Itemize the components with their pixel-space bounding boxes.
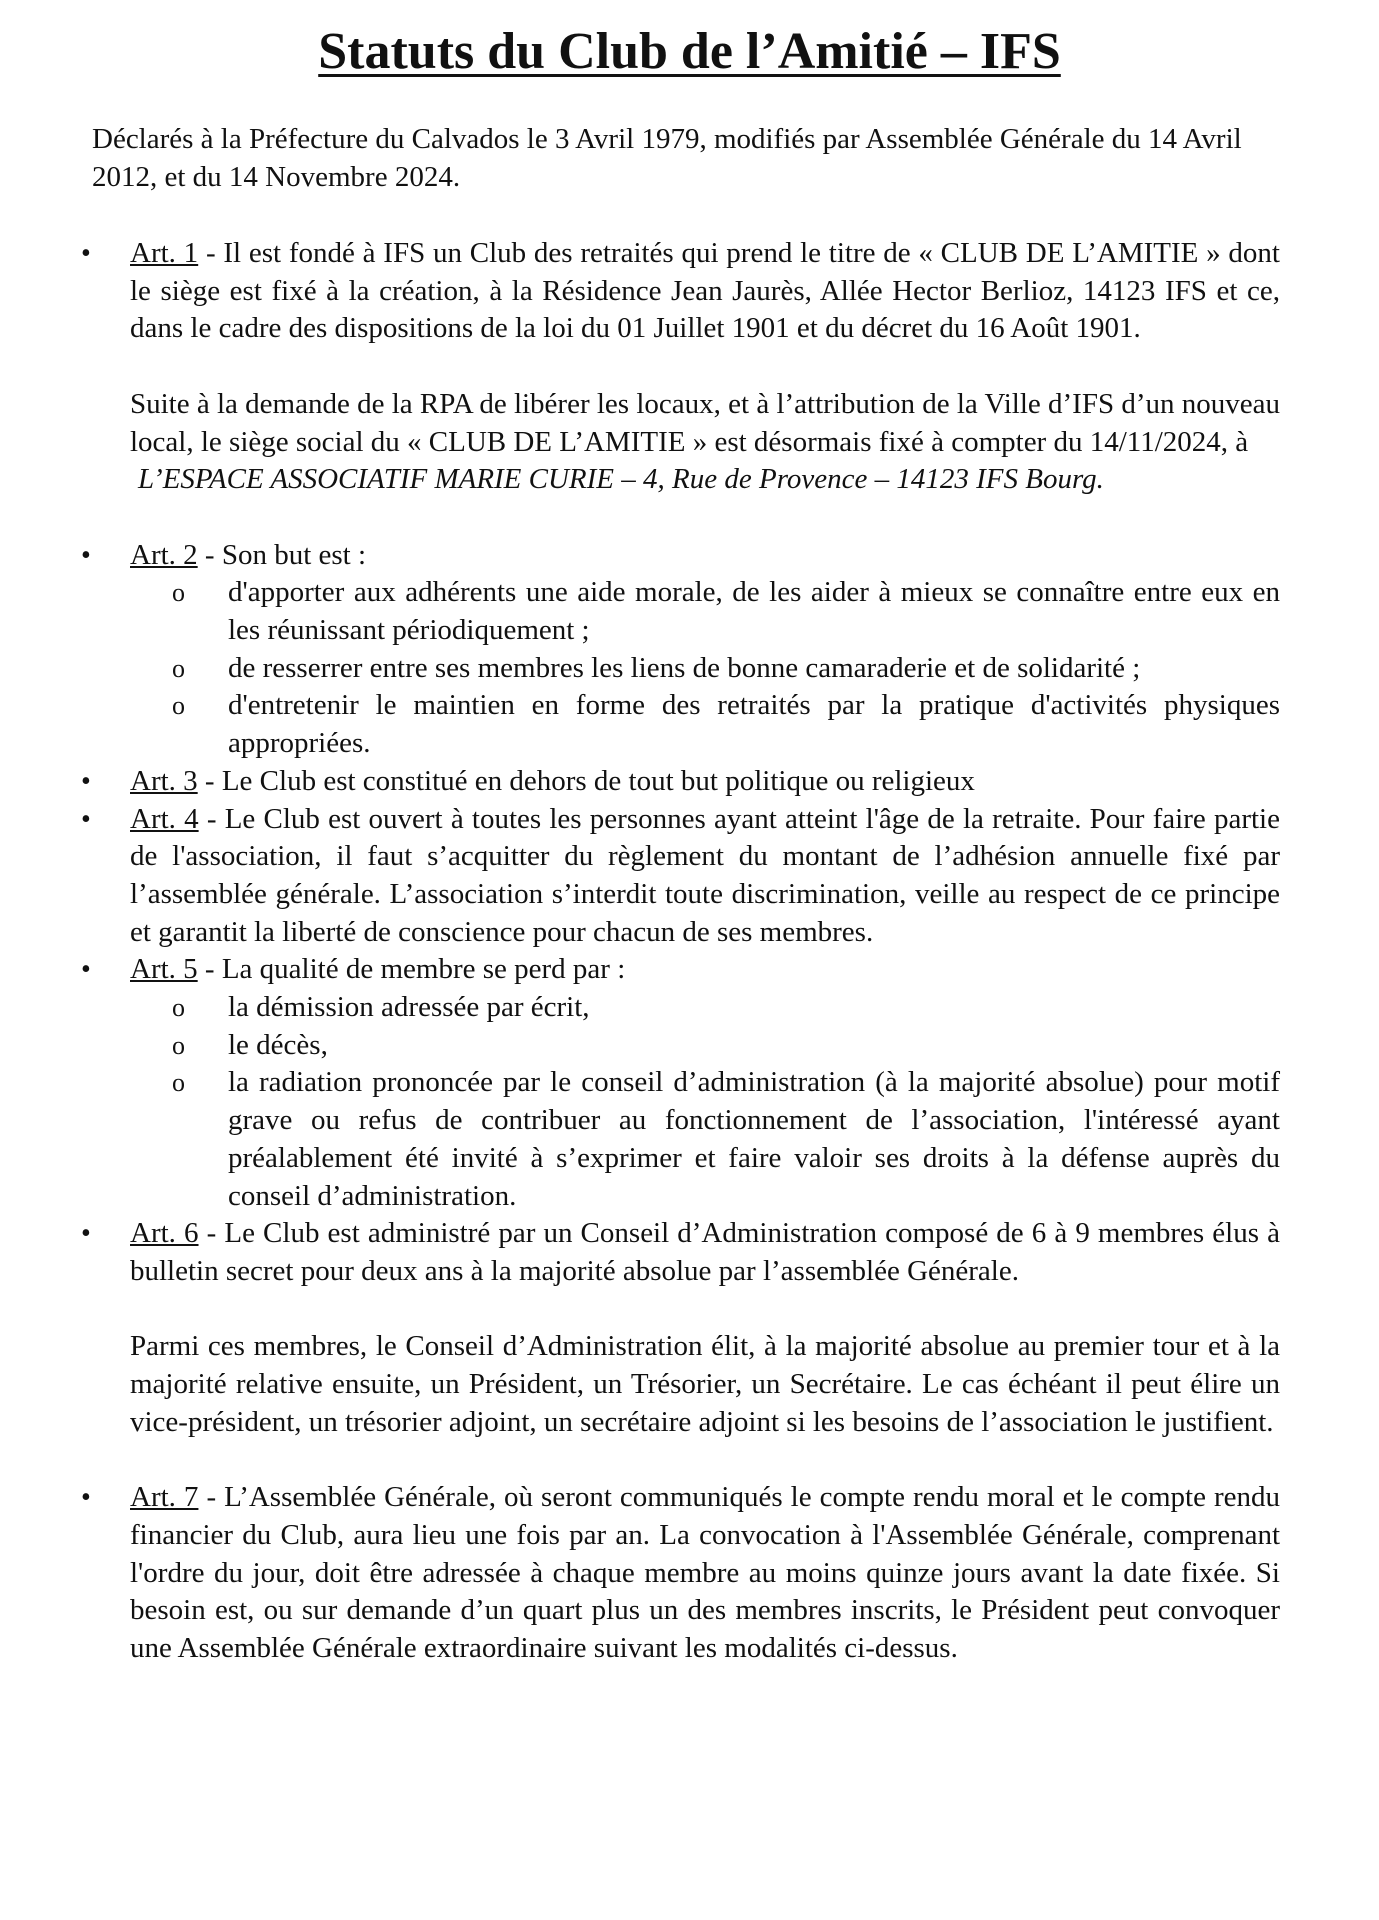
circle-bullet-icon: o (172, 691, 185, 721)
bullet-icon: • (81, 539, 91, 571)
intro-paragraph: Déclarés à la Préfecture du Calvados le 3 Avril 1979, modifiés par Assemblée Générale du 14 Avril 2012, et du 14 Novembre 2024. (92, 123, 1242, 193)
article-5-sublist (130, 989, 1280, 1215)
article-2-item-text: d'apporter aux adhérents une aide morale, de les aider à mieux se connaître entre eux en les réunissant périodiquement ; (228, 576, 1280, 646)
article-5-text: La qualité de membre se perd par : (221, 953, 626, 986)
article-1-text: Il est fondé à IFS un Club des retraités qui prend le titre de « CLUB DE L’AMITIE » dont le siège est fixé à la création, à la Résidence Jean Jaurès, Allée Hector Berlioz, 14123 IFS et ce, dans le cadre des dispositions de la loi du 01 Juillet 1901 et du décret du 16 Août 1901. (130, 237, 1280, 345)
article-5-item-text: le décès, (228, 1028, 328, 1061)
articles-list (0, 235, 1379, 1668)
bullet-icon: • (81, 765, 91, 797)
article-6-text: Le Club est administré par un Conseil d’Administration composé de 6 à 9 membres élus à bulletin secret pour deux ans à la majorité absolue par l’assemblée Générale. (130, 1217, 1280, 1287)
article-4-body (130, 801, 1280, 952)
article-2-label: Art. 2 (130, 538, 198, 571)
article-1-separator: - (198, 237, 224, 269)
article-1-body (130, 235, 1280, 499)
article-2 (0, 537, 1379, 763)
article-6-separator: - (198, 1217, 225, 1250)
article-2-item (172, 687, 1280, 762)
article-3-paragraph (130, 763, 1280, 801)
article-5-item (172, 989, 1280, 1027)
article-1 (0, 235, 1379, 499)
article-1-paragraph-2: Suite à la demande de la RPA de libérer les locaux, et à l’attribution de la Ville d’IFS d’un nouveau local, le siège social du « CLUB DE L’AMITIE » est désormais fixé à compter du 14/11/2024, à (130, 387, 1280, 458)
article-5-item-text: la démission adressée par écrit, (228, 991, 590, 1024)
article-4 (0, 801, 1379, 952)
article-7-separator: - (198, 1481, 225, 1514)
article-4-label: Art. 4 (130, 802, 199, 835)
article-2-text: Son but est : (221, 538, 367, 571)
article-4-separator: - (198, 802, 225, 835)
circle-bullet-icon: o (172, 993, 185, 1023)
article-6 (0, 1215, 1379, 1441)
circle-bullet-icon: o (172, 653, 185, 683)
article-3-separator: - (197, 764, 222, 797)
document-title (0, 22, 1379, 82)
article-2-sublist (130, 574, 1280, 763)
article-6-paragraph-2: Parmi ces membres, le Conseil d’Administration élit, à la majorité absolue au premier tour et à la majorité relative ensuite, un Président, un Trésorier, un Secrétaire. Le cas échéant il peut élire un vice-président, un trésorier adjoint, un secrétaire adjoint si les besoins de l’association le justifient. (130, 1330, 1280, 1438)
article-5-separator: - (197, 953, 222, 986)
article-6-body (130, 1215, 1280, 1441)
article-3-text: Le Club est constitué en dehors de tout but politique ou religieux (221, 764, 975, 797)
circle-bullet-icon: o (172, 578, 185, 608)
article-1-paragraph (130, 235, 1280, 348)
article-5 (0, 951, 1379, 1215)
article-4-paragraph (130, 801, 1280, 952)
article-5-item (172, 1064, 1280, 1215)
article-2-item (172, 650, 1280, 688)
circle-bullet-icon: o (172, 1068, 185, 1098)
bullet-icon: • (81, 1482, 91, 1514)
bullet-icon: • (81, 803, 91, 835)
article-4-text: Le Club est ouvert à toutes les personnes ayant atteint l'âge de la retraite. Pour faire partie de l'association, il faut s’acquitter du règlement du montant de l’adhésion annuelle fixé par l’assemblée générale. L’association s’interdit toute discrimination, veille au respect de ce principe et garantit la liberté de conscience pour chacun de ses membres. (130, 802, 1280, 948)
article-3-label: Art. 3 (130, 764, 198, 797)
article-2-item-text: de resserrer entre ses membres les liens de bonne camaraderie et de solidarité ; (228, 651, 1141, 684)
article-2-separator: - (197, 538, 222, 571)
article-2-item (172, 574, 1280, 649)
article-2-item-text: d'entretenir le maintien en forme des retraités par la pratique d'activités physiques appropriées. (228, 689, 1280, 760)
document-title-text: Statuts du Club de l’Amitié – IFS (318, 23, 1061, 80)
article-7 (0, 1479, 1379, 1668)
article-1-label: Art. 1 (130, 237, 199, 269)
bullet-icon: • (81, 954, 91, 986)
article-5-body (130, 951, 1280, 1215)
article-1-address: L’ESPACE ASSOCIATIF MARIE CURIE – 4, Rue de Provence – 14123 IFS Bourg. (138, 463, 1104, 496)
article-5-label: Art. 5 (130, 953, 198, 986)
article-2-body (130, 537, 1280, 763)
bullet-icon: • (81, 1218, 91, 1250)
article-7-label: Art. 7 (130, 1481, 199, 1514)
article-3-body (130, 763, 1280, 801)
article-7-text: L’Assemblée Générale, où seront communiqués le compte rendu moral et le compte rendu financier du Club, aura lieu une fois par an. La convocation à l'Assemblée Générale, comprenant l'ordre du jour, doit être adressée à chaque membre au moins quinze jours avant la date fixée. Si besoin est, ou sur demande d’un quart plus un des membres inscrits, le Président peut convoquer une Assemblée Générale extraordinaire suivant les modalités ci-dessus. (130, 1481, 1280, 1664)
circle-bullet-icon: o (172, 1030, 185, 1060)
article-3 (0, 763, 1379, 801)
article-7-paragraph (130, 1479, 1280, 1668)
article-2-paragraph (130, 537, 1280, 575)
article-5-item (172, 1027, 1280, 1065)
article-5-item-text: la radiation prononcée par le conseil d’administration (à la majorité absolue) pour motif grave ou refus de contribuer au fonctionnement de l’association, l'intéressé ayant préalablement été invité à s’exprimer et faire valoir ses droits à la défense auprès du conseil d’administration. (228, 1066, 1280, 1212)
bullet-icon: • (81, 238, 91, 269)
article-7-body (130, 1479, 1280, 1668)
article-6-paragraph (130, 1215, 1280, 1290)
article-5-paragraph (130, 951, 1280, 989)
article-6-label: Art. 6 (130, 1217, 199, 1250)
